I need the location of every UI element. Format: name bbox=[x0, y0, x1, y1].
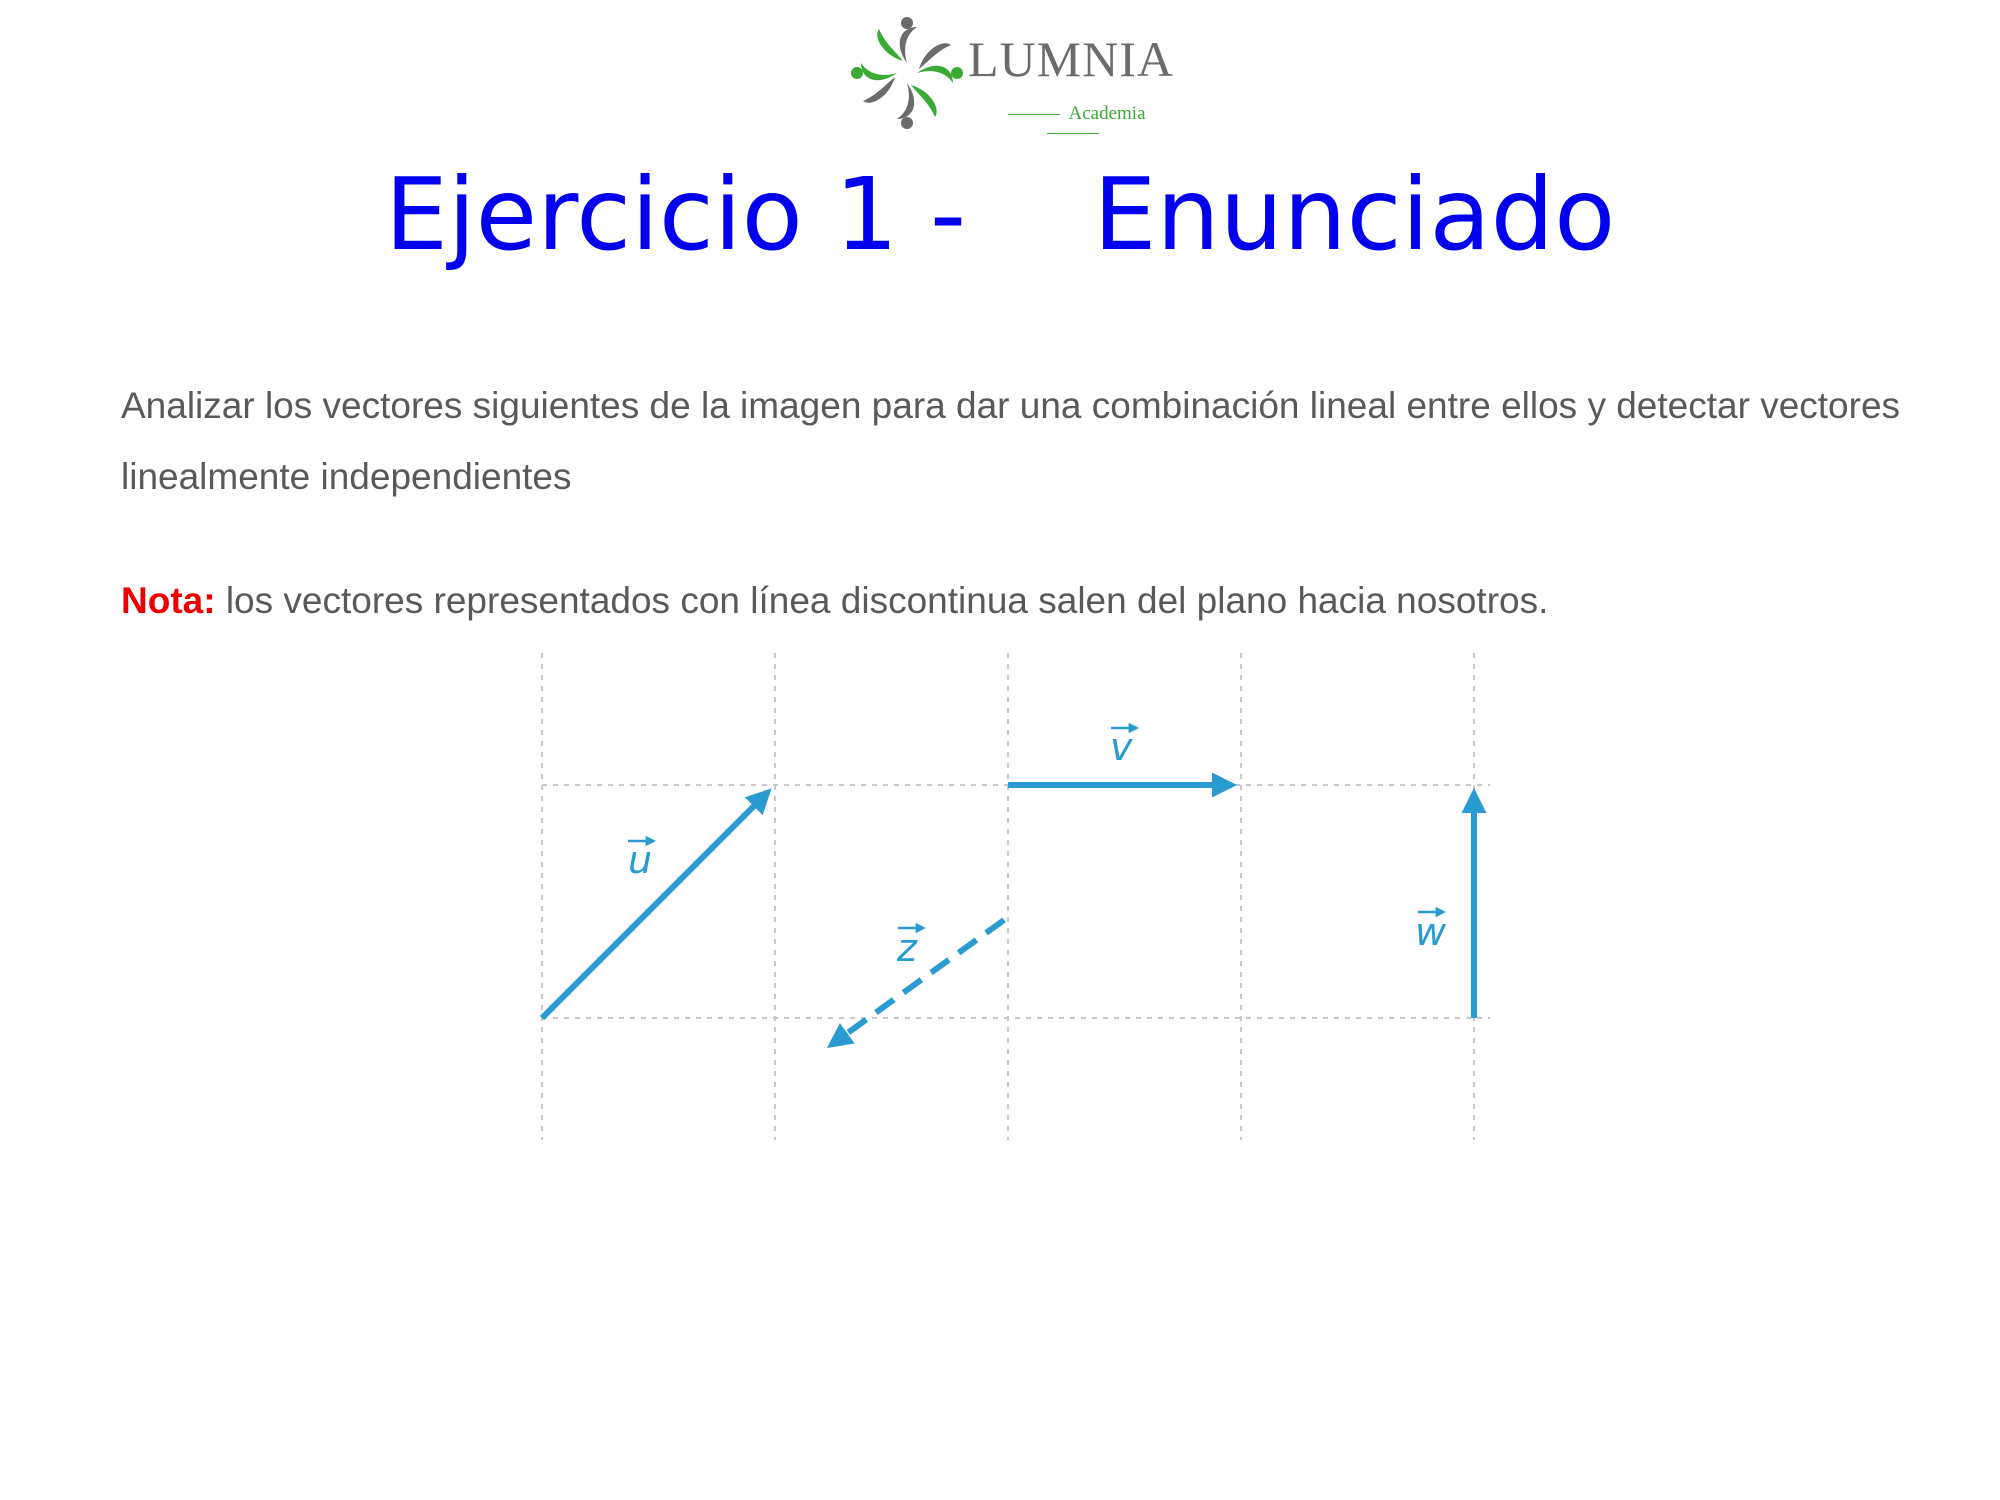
logo-name: LUMNIA bbox=[968, 31, 1174, 87]
vector-u bbox=[542, 792, 768, 1018]
lumnia-logo bbox=[850, 16, 1180, 131]
note-label: Nota: bbox=[121, 580, 216, 621]
vector-grid-svg bbox=[520, 645, 1500, 1145]
lumnia-logo-icon bbox=[850, 16, 965, 131]
vector-figure bbox=[520, 645, 1500, 1145]
vector-z-label: z bbox=[897, 926, 917, 970]
vector-w-label: w bbox=[1415, 910, 1447, 954]
grid-lines bbox=[542, 653, 1490, 1140]
exercise-note bbox=[121, 565, 1901, 636]
logo-subtitle: Academia bbox=[968, 104, 1178, 142]
vector-u-label: u bbox=[628, 838, 653, 882]
note-text: los vectores representados con línea discontinua salen del plano hacia nosotros. bbox=[215, 580, 1549, 621]
page-title: Ejercicio 1 - Enunciado bbox=[384, 156, 1616, 273]
exercise-statement: Analizar los vectores siguientes de la imagen para dar una combinación lineal entre ellos y detectar vectores linealmente independientes bbox=[121, 385, 1901, 497]
vector-v-label: v bbox=[1110, 725, 1133, 769]
vector-z bbox=[831, 920, 1004, 1045]
